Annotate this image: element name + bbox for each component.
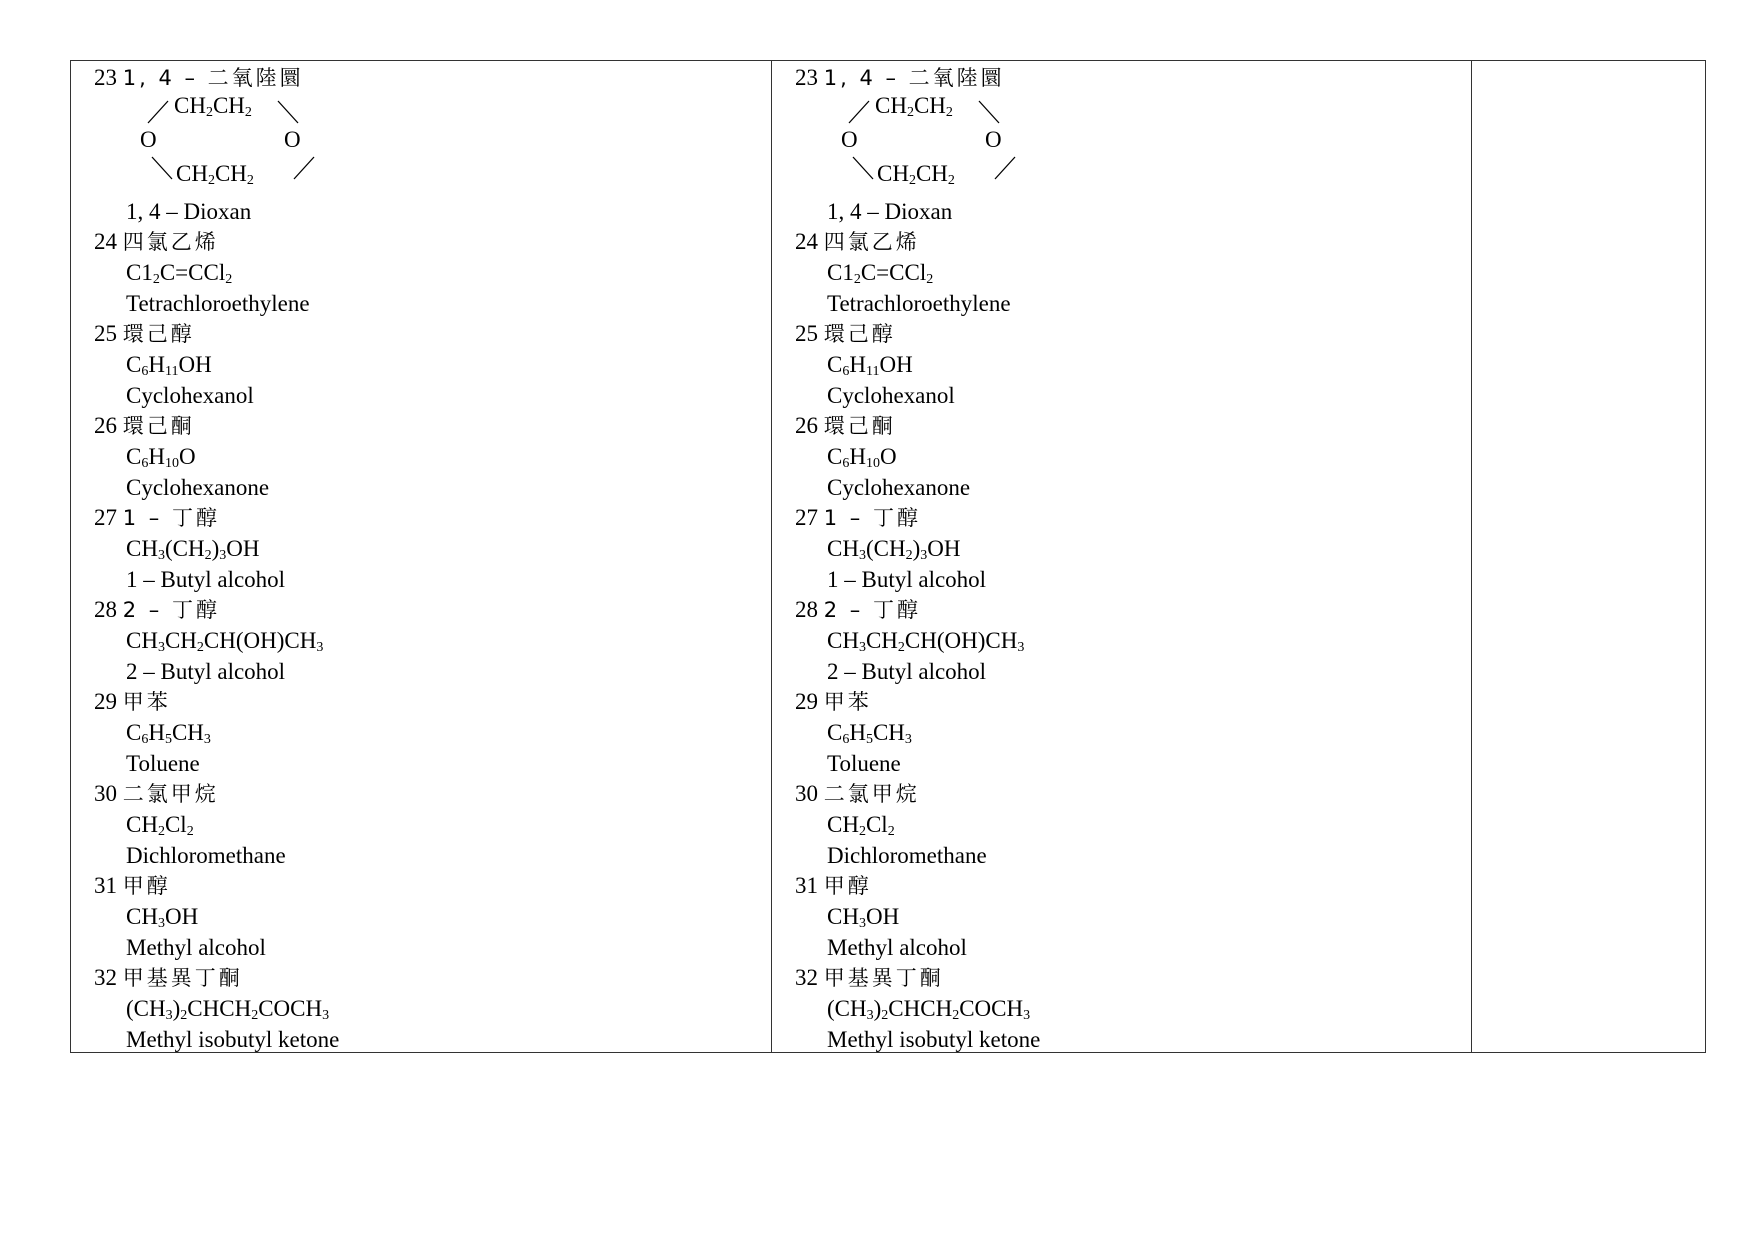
entry-number: 32 [94,965,117,990]
entry-english-name: Toluene [126,751,200,776]
formula-subscript: 6 [141,364,149,379]
entry-heading [795,411,1471,441]
formula-text: CH [171,720,204,745]
entry-english-name: 1, 4 – Dioxan [126,199,252,224]
formula-text: C1 [827,260,854,285]
formula-subscript: 2 [945,105,953,120]
entry-chinese-name: 環己酮 [122,414,195,438]
entry-chinese-name: 1 – 丁醇 [823,506,921,530]
formula-subscript: 3 [858,548,866,563]
formula-subscript: 6 [842,364,850,379]
formula-subscript: 2 [186,824,194,839]
formula-text: CH(OH)CH [203,628,317,653]
formula-text: C [827,352,843,377]
formula-text: CHCH [888,996,953,1021]
formula-subscript: 2 [225,272,233,287]
formula-text: Cl [865,812,888,837]
entry-chinese-name: 1, 4 – 二氧陸圜 [823,66,1005,90]
entry-heading [94,871,771,901]
list-item [94,503,771,595]
entry-english-name: Methyl isobutyl ketone [126,1027,340,1052]
formula-text: H [148,352,165,377]
bond-line [152,157,172,179]
entry-heading [795,963,1471,993]
entry-heading [795,319,1471,349]
formula-text: H [849,352,866,377]
formula-text: OH [226,536,260,561]
entry-heading [94,227,771,257]
formula-subscript: 3 [866,1008,874,1023]
list-item [795,227,1471,319]
structure-top-group [875,93,953,119]
chemical-formula [94,441,771,473]
entry-number: 30 [795,781,818,806]
entry-english-name: Cyclohexanol [126,383,254,408]
formula-text: (CH [126,996,166,1021]
entry-chinese-name: 甲苯 [122,690,171,714]
entry-chinese-name: 二氯甲烷 [122,782,219,806]
formula-text: H [849,444,866,469]
chemical-formula [795,441,1471,473]
entry-chinese-name: 2 – 丁醇 [122,598,220,622]
list-item [795,963,1471,1055]
bond-line [148,101,168,123]
formula-text: C [126,720,142,745]
formula-subscript: 3 [904,732,912,747]
formula-subscript: 3 [203,732,211,747]
entry-heading [94,779,771,809]
entry-number: 28 [94,597,117,622]
formula-text: COCH [258,996,323,1021]
entry-heading [94,411,771,441]
formula-subscript: 2 [858,824,866,839]
chemical-formula [795,533,1471,565]
formula-subscript: 10 [164,456,179,471]
entry-english-name: 2 – Butyl alcohol [126,659,286,684]
formula-subscript: 6 [141,456,149,471]
formula-text: CH [913,93,946,118]
formula-subscript: 2 [947,173,955,188]
formula-subscript: 3 [165,1008,173,1023]
chemical-formula [795,717,1471,749]
chemical-formula [94,257,771,289]
formula-subscript: 2 [853,272,861,287]
entry-chinese-name: 甲醇 [823,874,872,898]
list-item [795,687,1471,779]
formula-text: H [849,720,866,745]
entry-english-name: Tetrachloroethylene [126,291,310,316]
entry-chinese-name: 四氯乙烯 [823,230,920,254]
entry-chinese-name: 1, 4 – 二氧陸圜 [122,66,304,90]
entry-number: 24 [94,229,117,254]
formula-subscript: 11 [164,364,179,379]
formula-text: OH [865,904,900,929]
formula-subscript: 5 [164,732,172,747]
entry-chinese-name: 四氯乙烯 [122,230,219,254]
formula-subscript: 2 [157,824,165,839]
structure-oxygen-right: O [284,127,301,152]
entry-number: 26 [795,413,818,438]
formula-text: ) [211,536,220,561]
entry-chinese-name: 二氯甲烷 [823,782,920,806]
entry-heading [795,779,1471,809]
formula-subscript: 3 [1017,640,1025,655]
formula-text: CH(OH)CH [904,628,1018,653]
chemical-formula [94,349,771,381]
formula-text: CH [174,93,206,118]
list-item [94,779,771,871]
entry-chinese-name: 甲醇 [122,874,171,898]
structure-bottom-group [176,161,254,187]
formula-subscript: 6 [842,732,850,747]
formula-subscript: 2 [244,105,252,120]
bond-line [294,157,314,179]
table-column-3 [1472,61,1705,1052]
entry-number: 25 [795,321,818,346]
formula-text: CH [126,536,158,561]
list-item [94,595,771,687]
formula-text: OH [178,352,212,377]
formula-text: CH [164,628,197,653]
list-item [94,871,771,963]
structure-diagram [827,93,1027,197]
entry-number: 31 [94,873,117,898]
entry-chinese-name: 甲基異丁酮 [122,966,243,990]
entry-chinese-name: 2 – 丁醇 [823,598,921,622]
chemical-formula [795,993,1471,1025]
formula-subscript: 3 [1023,1008,1031,1023]
bond-line [995,157,1015,179]
formula-text: CH [176,161,208,186]
formula-subscript: 2 [204,548,212,563]
formula-subscript: 2 [952,1008,960,1023]
formula-subscript: 2 [251,1008,259,1023]
list-item [94,687,771,779]
list-item [795,411,1471,503]
entry-english-name: Methyl alcohol [827,935,967,960]
entry-english-name: 1 – Butyl alcohol [126,567,286,592]
bond-line [849,101,869,123]
formula-subscript: 3 [316,640,324,655]
entry-number: 27 [94,505,117,530]
entry-number: 23 [795,65,818,90]
entry-chinese-name: 環己醇 [823,322,896,346]
formula-text: CH [875,93,907,118]
bond-line [979,101,999,123]
formula-subscript: 2 [905,548,913,563]
entry-heading [795,503,1471,533]
document-table [70,60,1706,1053]
formula-text: CH [872,720,905,745]
chemical-formula [795,625,1471,657]
entry-number: 31 [795,873,818,898]
entry-english-name: Dichloromethane [827,843,987,868]
entry-english-name: Methyl alcohol [126,935,266,960]
entry-heading [795,63,1471,93]
structure-oxygen-left: O [841,127,858,152]
formula-text: Cl [164,812,187,837]
bond-line [853,157,873,179]
entry-list [94,63,771,1055]
chemical-formula [94,993,771,1025]
formula-text: CH [827,904,859,929]
entry-heading [94,63,771,93]
formula-subscript: 3 [322,1008,330,1023]
entry-english-name: 1 – Butyl alcohol [827,567,987,592]
chemical-formula [94,533,771,565]
table-column-1 [71,61,772,1052]
formula-text: H [148,444,165,469]
formula-subscript: 3 [219,548,227,563]
entry-list [795,63,1471,1055]
formula-text: OH [164,904,199,929]
list-item [94,227,771,319]
entry-number: 30 [94,781,117,806]
entry-heading [94,963,771,993]
structure-diagram [126,93,326,197]
table-column-2 [772,61,1472,1052]
formula-text: C [126,444,142,469]
chemical-formula [795,901,1471,933]
formula-subscript: 2 [906,105,914,120]
formula-text: CH [126,628,158,653]
list-item [94,63,771,227]
formula-text: (CH [865,536,906,561]
formula-text: O [879,444,897,469]
formula-text: COCH [959,996,1024,1021]
formula-subscript: 2 [881,1008,889,1023]
entry-heading [795,871,1471,901]
formula-subscript: 6 [842,456,850,471]
entry-chinese-name: 甲苯 [823,690,872,714]
entry-heading [795,595,1471,625]
entry-english-name: 1, 4 – Dioxan [827,199,953,224]
formula-text: C [827,444,843,469]
formula-text: ) [912,536,921,561]
formula-text: C=CCl [159,260,226,285]
formula-text: (CH [827,996,867,1021]
formula-subscript: 2 [205,105,213,120]
entry-chinese-name: 環己醇 [122,322,195,346]
entry-english-name: Dichloromethane [126,843,286,868]
chemical-formula [94,901,771,933]
formula-subscript: 11 [865,364,880,379]
entry-number: 25 [94,321,117,346]
bond-line [278,101,298,123]
list-item [795,871,1471,963]
formula-text: (CH [164,536,205,561]
chemical-formula [795,349,1471,381]
formula-text: CH [214,161,247,186]
formula-subscript: 10 [865,456,880,471]
list-item [795,595,1471,687]
formula-subscript: 2 [926,272,934,287]
entry-number: 26 [94,413,117,438]
entry-heading [94,503,771,533]
formula-text: CH [827,628,859,653]
entry-number: 24 [795,229,818,254]
formula-text: CHCH [187,996,252,1021]
formula-subscript: 3 [157,916,165,931]
formula-text: CH [877,161,909,186]
entry-heading [795,687,1471,717]
structure-oxygen-right: O [985,127,1002,152]
formula-text: OH [927,536,961,561]
entry-heading [94,595,771,625]
entry-number: 27 [795,505,818,530]
formula-subscript: 6 [141,732,149,747]
list-item [795,503,1471,595]
formula-subscript: 3 [858,916,866,931]
entry-english-name: Tetrachloroethylene [827,291,1011,316]
structure-oxygen-left: O [140,127,157,152]
formula-subscript: 5 [865,732,873,747]
formula-text: ) [172,996,181,1021]
entry-number: 23 [94,65,117,90]
formula-subscript: 3 [858,640,866,655]
entry-english-name: Cyclohexanone [827,475,971,500]
list-item [795,779,1471,871]
formula-subscript: 2 [246,173,254,188]
formula-subscript: 3 [157,640,165,655]
entry-number: 29 [94,689,117,714]
formula-text: ) [873,996,882,1021]
entry-number: 29 [795,689,818,714]
formula-text: CH [827,812,859,837]
formula-text: OH [879,352,913,377]
chemical-formula [94,625,771,657]
structure-bottom-group [877,161,955,187]
formula-subscript: 2 [908,173,916,188]
formula-subscript: 2 [207,173,215,188]
formula-text: CH [915,161,948,186]
chemical-formula [94,809,771,841]
formula-subscript: 2 [180,1008,188,1023]
structure-top-group [174,93,252,119]
entry-chinese-name: 環己酮 [823,414,896,438]
entry-number: 28 [795,597,818,622]
entry-chinese-name: 1 – 丁醇 [122,506,220,530]
formula-subscript: 3 [157,548,165,563]
formula-text: CH [212,93,245,118]
formula-subscript: 3 [920,548,928,563]
entry-heading [94,319,771,349]
list-item [94,963,771,1055]
list-item [94,411,771,503]
chemical-formula [795,257,1471,289]
entry-english-name: Cyclohexanone [126,475,270,500]
entry-english-name: 2 – Butyl alcohol [827,659,987,684]
formula-text: CH [865,628,898,653]
list-item [795,63,1471,227]
entry-english-name: Cyclohexanol [827,383,955,408]
formula-subscript: 2 [196,640,204,655]
formula-text: CH [827,536,859,561]
chemical-formula [94,717,771,749]
entry-english-name: Toluene [827,751,901,776]
formula-text: C=CCl [860,260,927,285]
chemical-formula [795,809,1471,841]
formula-text: CH [126,812,158,837]
list-item [94,319,771,411]
entry-chinese-name: 甲基異丁酮 [823,966,944,990]
list-item [795,319,1471,411]
entry-heading [795,227,1471,257]
formula-subscript: 2 [152,272,160,287]
formula-subscript: 2 [897,640,905,655]
formula-text: H [148,720,165,745]
entry-number: 32 [795,965,818,990]
formula-text: C [827,720,843,745]
entry-english-name: Methyl isobutyl ketone [827,1027,1041,1052]
formula-text: C [126,352,142,377]
entry-heading [94,687,771,717]
formula-subscript: 2 [887,824,895,839]
formula-text: C1 [126,260,153,285]
formula-text: O [178,444,196,469]
formula-text: CH [126,904,158,929]
